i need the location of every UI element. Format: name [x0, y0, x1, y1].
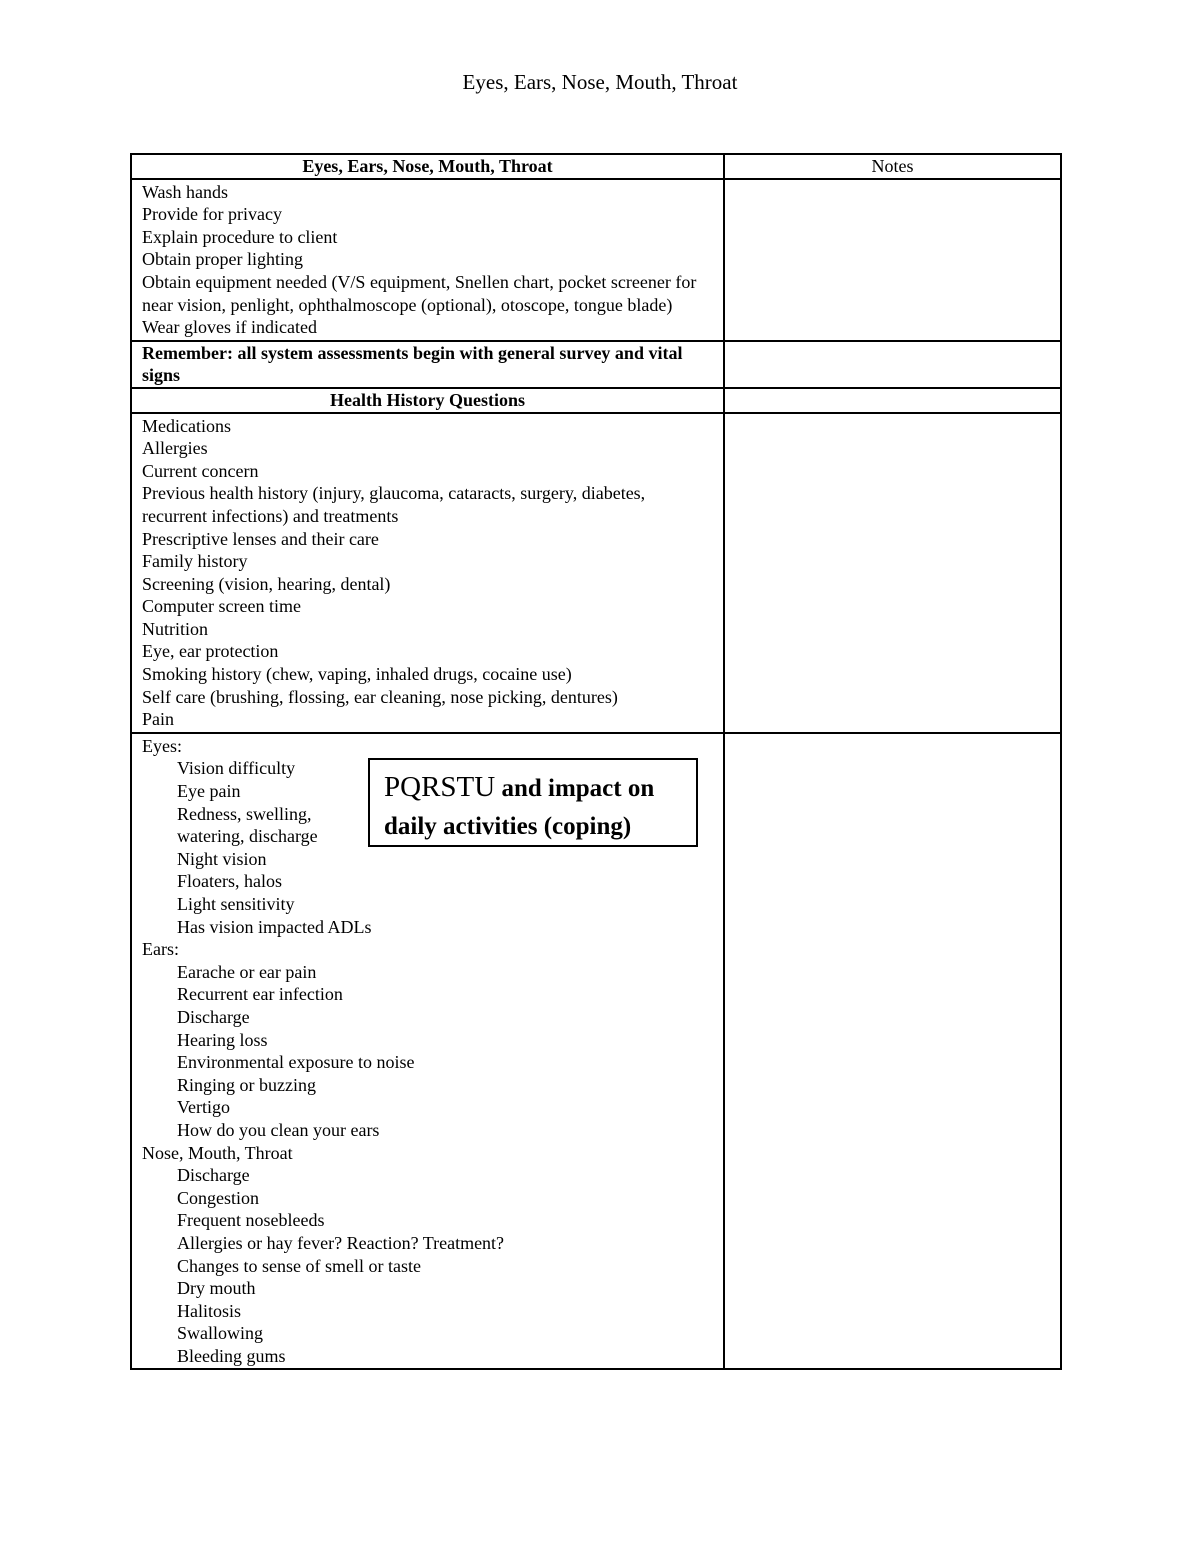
- eyes-item: Redness, swelling,: [177, 803, 312, 824]
- ears-item: Ringing or buzzing: [177, 1074, 316, 1095]
- history-item: Pain: [142, 709, 175, 730]
- pqrstu-text: and impact on daily activities (coping): [384, 774, 655, 840]
- eyes-item: Has vision impacted ADLs: [177, 916, 372, 937]
- prep-item: Wear gloves if indicated: [142, 317, 317, 338]
- eyes-item: Light sensitivity: [177, 894, 295, 914]
- history-item: Computer screen time: [142, 596, 301, 617]
- ears-item: How do you clean your ears: [177, 1119, 380, 1140]
- nmt-item: Frequent nosebleeds: [177, 1210, 325, 1231]
- history-item: Allergies: [142, 438, 208, 459]
- systems-row: [131, 733, 1061, 1370]
- nmt-item: Allergies or hay fever? Reaction? Treatment?: [177, 1232, 505, 1253]
- history-row: [131, 413, 1061, 733]
- history-item: Prescriptive lenses and their care: [142, 528, 379, 549]
- history-cell: [131, 413, 724, 733]
- column-header-assessment: Eyes, Ears, Nose, Mouth, Throat: [131, 154, 724, 179]
- history-item: Nutrition: [142, 618, 208, 639]
- notes-cell[interactable]: [724, 388, 1061, 413]
- history-item: Screening (vision, hearing, dental): [142, 573, 391, 594]
- ears-item: Earache or ear pain: [177, 961, 317, 982]
- ears-item: Discharge: [177, 1006, 250, 1027]
- nmt-item: Halitosis: [177, 1300, 242, 1321]
- nmt-item: Congestion: [177, 1187, 260, 1208]
- nmt-item: Swallowing: [177, 1323, 264, 1344]
- eyes-item: Night vision: [177, 848, 267, 869]
- eyes-item: Vision difficulty: [177, 758, 296, 779]
- systems-cell: [131, 733, 724, 1370]
- ears-item: Recurrent ear infection: [177, 984, 343, 1005]
- prep-item: Wash hands: [142, 181, 229, 202]
- ears-item: Vertigo: [177, 1097, 230, 1118]
- assessment-table: [130, 153, 1062, 1370]
- history-item: Previous health history (injury, glaucoma, cataracts, surgery, diabetes, recurrent infections) and treatments: [142, 483, 646, 526]
- page-title: Eyes, Ears, Nose, Mouth, Throat: [462, 70, 738, 94]
- notes-cell[interactable]: [724, 341, 1061, 388]
- eyes-item: Eye pain: [177, 781, 241, 802]
- notes-cell[interactable]: [724, 733, 1061, 1370]
- prep-item: Obtain proper lighting: [142, 249, 303, 270]
- prep-item: Obtain equipment needed (V/S equipment, Snellen chart, pocket screener for near vision, penlight, ophthalmoscope (optional), otoscope, tongue blade): [142, 271, 697, 315]
- nmt-item: Bleeding gums: [177, 1345, 286, 1366]
- history-header-row: [131, 388, 1061, 413]
- notes-cell[interactable]: [724, 413, 1061, 733]
- history-item: Medications: [142, 415, 231, 436]
- pqrstu-lead: PQRSTU: [384, 770, 496, 803]
- nmt-item: Dry mouth: [177, 1278, 256, 1299]
- history-header: Health History Questions: [131, 388, 724, 413]
- ears-label: Ears:: [142, 939, 179, 960]
- remember-note: Remember: all system assessments begin with general survey and vital signs: [131, 341, 724, 388]
- prep-item: Explain procedure to client: [142, 226, 338, 247]
- pqrstu-callout: [368, 758, 698, 847]
- ears-item: Environmental exposure to noise: [177, 1052, 415, 1073]
- eyes-item: watering, discharge: [177, 826, 318, 847]
- history-item: Family history: [142, 551, 248, 572]
- remember-row: [131, 341, 1061, 388]
- history-item: Eye, ear protection: [142, 641, 279, 662]
- prep-cell: [131, 179, 724, 341]
- eyes-label: Eyes:: [142, 735, 182, 756]
- column-header-notes: Notes: [724, 154, 1061, 179]
- history-item: Smoking history (chew, vaping, inhaled drugs, cocaine use): [142, 664, 572, 685]
- history-item: Current concern: [142, 460, 259, 481]
- nmt-item: Changes to sense of smell or taste: [177, 1255, 421, 1276]
- ears-item: Hearing loss: [177, 1029, 268, 1050]
- prep-row: [131, 179, 1061, 341]
- table-header-row: [131, 154, 1061, 179]
- eyes-item: Floaters, halos: [177, 871, 282, 892]
- nmt-item: Discharge: [177, 1165, 250, 1186]
- nmt-label: Nose, Mouth, Throat: [142, 1142, 293, 1163]
- prep-item: Provide for privacy: [142, 204, 282, 225]
- notes-cell[interactable]: [724, 179, 1061, 341]
- history-item: Self care (brushing, flossing, ear cleaning, nose picking, dentures): [142, 686, 618, 707]
